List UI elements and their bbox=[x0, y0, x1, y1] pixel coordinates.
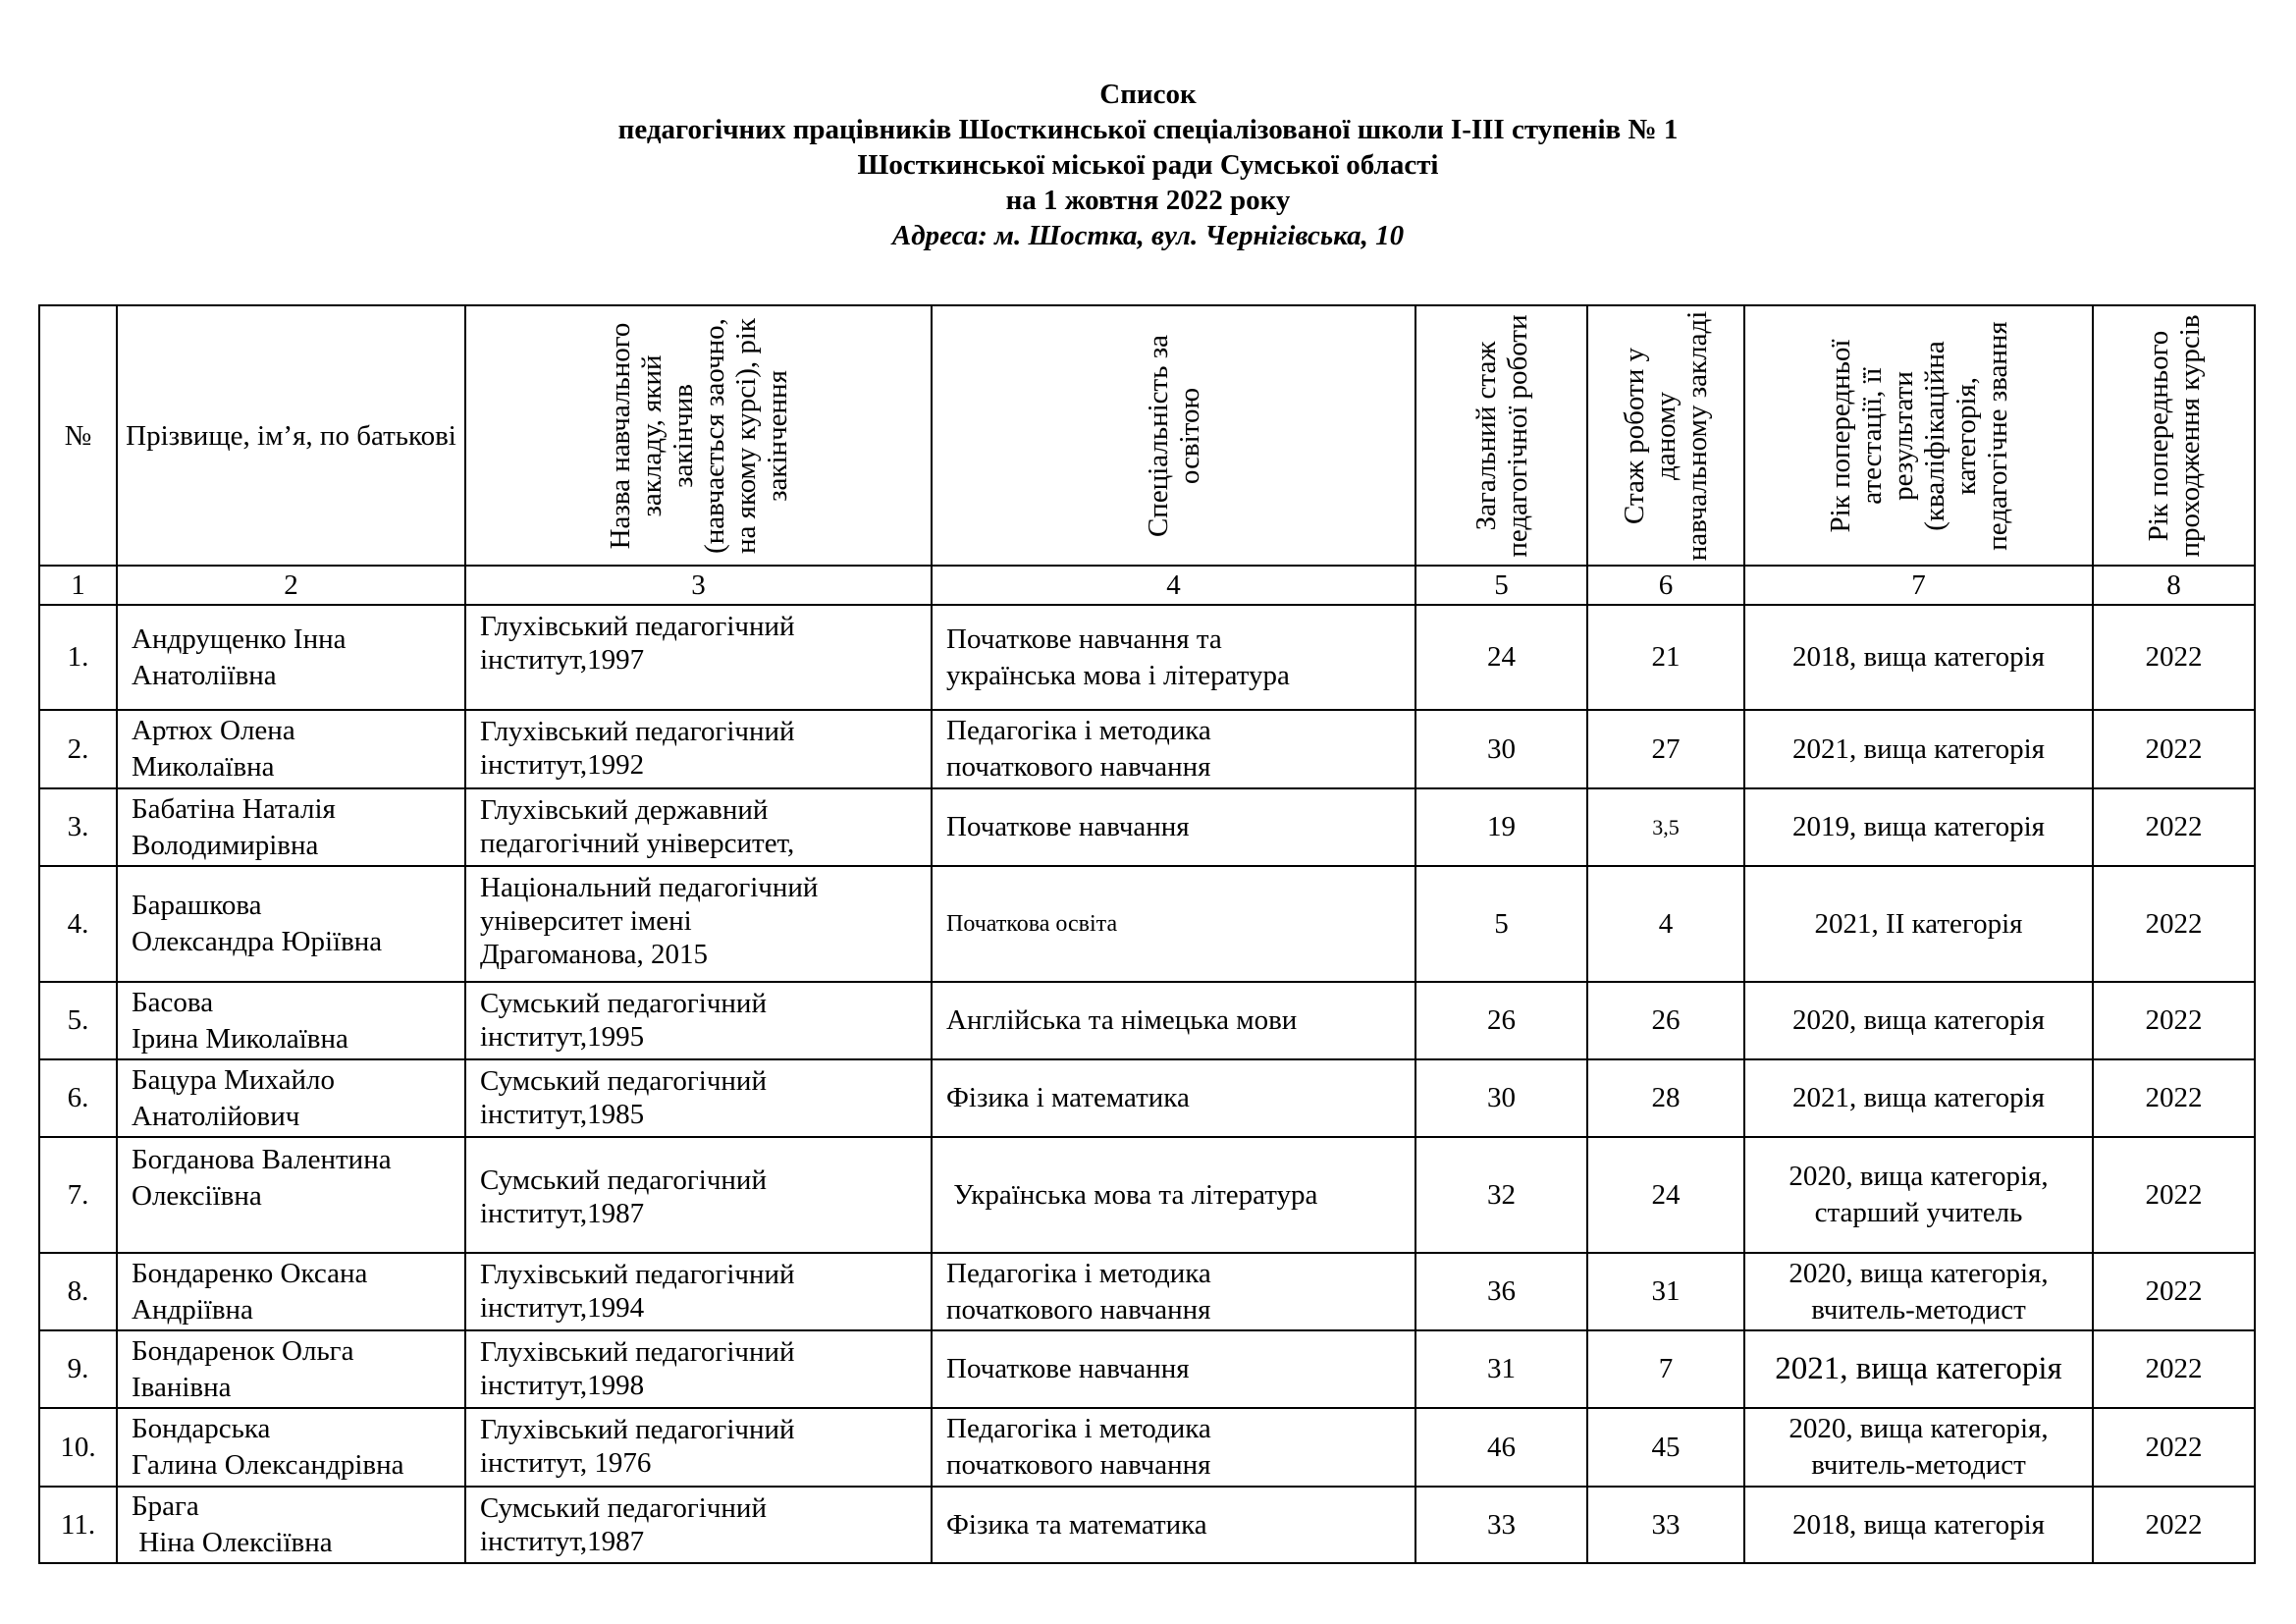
institution bbox=[465, 1408, 932, 1487]
teacher-name bbox=[117, 605, 465, 710]
institution-line: Глухівський педагогічний bbox=[480, 1259, 795, 1290]
courses-year: 2022 bbox=[2093, 982, 2255, 1059]
column-number: 7 bbox=[1744, 566, 2093, 605]
specialty-line: Педагогіка і методика bbox=[946, 1413, 1211, 1444]
table-row bbox=[39, 710, 2255, 788]
institution-line: Глухівський державний bbox=[480, 794, 769, 826]
institution bbox=[465, 605, 932, 710]
local-experience: 27 bbox=[1587, 710, 1744, 788]
local-experience: 4 bbox=[1587, 866, 1744, 982]
specialty-line: Початкове навчання bbox=[946, 1353, 1190, 1384]
total-experience: 24 bbox=[1415, 605, 1587, 710]
total-experience: 30 bbox=[1415, 1059, 1587, 1137]
name-line: Басова bbox=[132, 986, 214, 1018]
document-header bbox=[0, 77, 2296, 253]
table-row bbox=[39, 866, 2255, 982]
name-line: Галина Олександрівна bbox=[132, 1449, 404, 1481]
institution-line: Сумський педагогічний bbox=[480, 1492, 767, 1524]
column-header-attestation bbox=[1744, 305, 2093, 566]
attestation bbox=[1744, 1059, 2093, 1137]
row-number: 6. bbox=[39, 1059, 117, 1137]
attestation bbox=[1744, 788, 2093, 866]
specialty-line: Фізика та математика bbox=[946, 1508, 1207, 1541]
name-line: Артюх Олена bbox=[132, 715, 295, 746]
local-experience: 26 bbox=[1587, 982, 1744, 1059]
column-header-specialty bbox=[932, 305, 1415, 566]
institution-line: Сумський педагогічний bbox=[480, 988, 767, 1019]
column-header-institution-text: Назва навчального закладу, який закінчив (навчається заочно, на якому курсі), рік закінчення bbox=[604, 317, 793, 554]
name-line: Миколаївна bbox=[132, 751, 275, 783]
table-row bbox=[39, 1408, 2255, 1487]
specialty bbox=[932, 605, 1415, 710]
table-row bbox=[39, 982, 2255, 1059]
specialty-line: Початкове навчання bbox=[946, 811, 1190, 842]
teacher-name bbox=[117, 1059, 465, 1137]
total-experience: 46 bbox=[1415, 1408, 1587, 1487]
column-number: 2 bbox=[117, 566, 465, 605]
teacher-name bbox=[117, 1137, 465, 1253]
row-number: 10. bbox=[39, 1408, 117, 1487]
attestation-line: старший учитель bbox=[1814, 1197, 2023, 1228]
attestation bbox=[1744, 710, 2093, 788]
institution-line: інститут,1985 bbox=[480, 1099, 645, 1130]
staff-table bbox=[38, 304, 2256, 1564]
attestation-line: 2021, вища категорія bbox=[1791, 1082, 2046, 1113]
name-line: Брага bbox=[132, 1490, 199, 1522]
name-line: Андрущенко Інна bbox=[132, 623, 347, 655]
column-number-row bbox=[39, 566, 2255, 605]
attestation-line: 2020, вища категорія bbox=[1791, 1004, 2046, 1036]
row-number: 5. bbox=[39, 982, 117, 1059]
specialty-line: Педагогіка і методика bbox=[946, 1257, 1211, 1289]
institution bbox=[465, 1330, 932, 1408]
institution-line: університет імені bbox=[480, 905, 692, 937]
column-header-local-experience-text: Стаж роботи у даному навчальному закладі bbox=[1619, 310, 1713, 561]
name-line: Олексіївна bbox=[132, 1180, 262, 1212]
attestation-line: вчитель-методист bbox=[1811, 1449, 2026, 1481]
column-header-total-experience-text: Загальний стаж педагогічної роботи bbox=[1469, 313, 1533, 558]
courses-year: 2022 bbox=[2093, 788, 2255, 866]
column-number: 1 bbox=[39, 566, 117, 605]
attestation bbox=[1744, 982, 2093, 1059]
local-experience: 7 bbox=[1587, 1330, 1744, 1408]
column-header-courses-text: Рік попереднього проходження курсів bbox=[2142, 313, 2206, 558]
name-line: Володимирівна bbox=[132, 829, 319, 861]
institution-line: Національний педагогічний bbox=[480, 872, 819, 903]
specialty-line: Англійська та німецька мови bbox=[946, 1004, 1298, 1036]
document-subtitle-line-2: Шосткинської міської ради Сумської області bbox=[857, 149, 1439, 181]
attestation-line: 2021, ІІ категорія bbox=[1814, 907, 2023, 940]
row-number: 8. bbox=[39, 1253, 117, 1330]
institution-line: інститут,1995 bbox=[480, 1021, 645, 1053]
specialty-line: Початкове навчання та bbox=[946, 623, 1222, 655]
column-header-number: № bbox=[39, 305, 117, 566]
row-number: 9. bbox=[39, 1330, 117, 1408]
total-experience: 5 bbox=[1415, 866, 1587, 982]
local-experience: 21 bbox=[1587, 605, 1744, 710]
courses-year: 2022 bbox=[2093, 710, 2255, 788]
specialty bbox=[932, 1137, 1415, 1253]
column-header-institution bbox=[465, 305, 932, 566]
teacher-name bbox=[117, 710, 465, 788]
document-date: на 1 жовтня 2022 року bbox=[1005, 185, 1291, 216]
name-line: Бабатіна Наталія bbox=[132, 792, 336, 825]
column-header-courses bbox=[2093, 305, 2255, 566]
column-header-specialty-text: Спеціальність за освітою bbox=[1142, 334, 1205, 537]
row-number: 2. bbox=[39, 710, 117, 788]
local-experience: 45 bbox=[1587, 1408, 1744, 1487]
institution-line: інститут,1997 bbox=[480, 644, 645, 676]
institution bbox=[465, 710, 932, 788]
specialty bbox=[932, 710, 1415, 788]
institution-line: інститут,1998 bbox=[480, 1370, 645, 1401]
attestation bbox=[1744, 605, 2093, 710]
total-experience: 26 bbox=[1415, 982, 1587, 1059]
column-number: 6 bbox=[1587, 566, 1744, 605]
name-line: Олександра Юріївна bbox=[132, 926, 383, 957]
institution bbox=[465, 866, 932, 982]
local-experience: 24 bbox=[1587, 1137, 1744, 1253]
specialty bbox=[932, 1253, 1415, 1330]
total-experience: 32 bbox=[1415, 1137, 1587, 1253]
institution-line: інститут,1994 bbox=[480, 1292, 645, 1324]
institution-line: Глухівський педагогічний bbox=[480, 611, 795, 642]
attestation bbox=[1744, 1408, 2093, 1487]
specialty bbox=[932, 1059, 1415, 1137]
courses-year: 2022 bbox=[2093, 1059, 2255, 1137]
name-line: Ніна Олексіївна bbox=[132, 1527, 333, 1558]
name-line: Анатоліївна bbox=[132, 659, 277, 691]
total-experience: 30 bbox=[1415, 710, 1587, 788]
teacher-name bbox=[117, 866, 465, 982]
total-experience: 19 bbox=[1415, 788, 1587, 866]
teacher-name bbox=[117, 1487, 465, 1563]
courses-year: 2022 bbox=[2093, 1253, 2255, 1330]
name-line: Бондаренок Ольга bbox=[132, 1334, 354, 1367]
column-number: 5 bbox=[1415, 566, 1587, 605]
teacher-name bbox=[117, 788, 465, 866]
column-header-name: Прізвище, ім’я, по батькові bbox=[117, 305, 465, 566]
specialty-line: початкового навчання bbox=[946, 1293, 1211, 1326]
table-row bbox=[39, 1253, 2255, 1330]
institution-line: Глухівський педагогічний bbox=[480, 1414, 795, 1445]
specialty-line: початкового навчання bbox=[946, 751, 1211, 783]
specialty bbox=[932, 866, 1415, 982]
attestation bbox=[1744, 866, 2093, 982]
local-experience: 3,5 bbox=[1587, 788, 1744, 866]
row-number: 3. bbox=[39, 788, 117, 866]
name-line: Ірина Миколаївна bbox=[132, 1022, 348, 1055]
specialty-line: Фізика і математика bbox=[946, 1082, 1190, 1113]
institution-line: інститут,1992 bbox=[480, 749, 645, 781]
local-experience: 33 bbox=[1587, 1487, 1744, 1563]
name-line: Іванівна bbox=[132, 1371, 232, 1403]
institution-line: інститут,1987 bbox=[480, 1198, 645, 1229]
attestation-line: 2020, вища категорія, bbox=[1789, 1161, 2049, 1192]
column-number: 8 bbox=[2093, 566, 2255, 605]
attestation bbox=[1744, 1253, 2093, 1330]
name-line: Бондаренко Оксана bbox=[132, 1257, 368, 1289]
teacher-name bbox=[117, 1330, 465, 1408]
document-title: Список bbox=[1099, 79, 1197, 110]
table-row bbox=[39, 1137, 2255, 1253]
total-experience: 31 bbox=[1415, 1330, 1587, 1408]
attestation-line: вчитель-методист bbox=[1811, 1293, 2026, 1326]
institution-line: Драгоманова, 2015 bbox=[480, 939, 708, 970]
column-header-local-experience bbox=[1587, 305, 1744, 566]
courses-year: 2022 bbox=[2093, 1330, 2255, 1408]
institution-line: Глухівський педагогічний bbox=[480, 716, 795, 747]
row-number: 11. bbox=[39, 1487, 117, 1563]
courses-year: 2022 bbox=[2093, 1137, 2255, 1253]
courses-year: 2022 bbox=[2093, 1487, 2255, 1563]
teacher-name bbox=[117, 982, 465, 1059]
institution-line: Сумський педагогічний bbox=[480, 1164, 767, 1196]
specialty-line: Українська мова та література bbox=[946, 1178, 1318, 1211]
column-header-attestation-text: Рік попередньої атестації, її результати (кваліфікаційна категорія, педагогічне звання bbox=[1824, 320, 2013, 551]
attestation bbox=[1744, 1330, 2093, 1408]
column-header-total-experience bbox=[1415, 305, 1587, 566]
column-number: 4 bbox=[932, 566, 1415, 605]
specialty-line: українська мова і література bbox=[946, 659, 1290, 691]
specialty bbox=[932, 788, 1415, 866]
row-number: 7. bbox=[39, 1137, 117, 1253]
teacher-name bbox=[117, 1408, 465, 1487]
table-header-row bbox=[39, 305, 2255, 566]
institution bbox=[465, 1059, 932, 1137]
total-experience: 33 bbox=[1415, 1487, 1587, 1563]
specialty-line: Педагогіка і методика bbox=[946, 715, 1211, 746]
institution-line: Глухівський педагогічний bbox=[480, 1336, 795, 1368]
table-row bbox=[39, 1059, 2255, 1137]
institution bbox=[465, 1253, 932, 1330]
local-experience: 28 bbox=[1587, 1059, 1744, 1137]
specialty-line: початкового навчання bbox=[946, 1449, 1211, 1481]
attestation-line: 2020, вища категорія, bbox=[1789, 1257, 2049, 1289]
teacher-name bbox=[117, 1253, 465, 1330]
institution-line: Сумський педагогічний bbox=[480, 1065, 767, 1097]
institution bbox=[465, 1487, 932, 1563]
row-number: 4. bbox=[39, 866, 117, 982]
column-number: 3 bbox=[465, 566, 932, 605]
courses-year: 2022 bbox=[2093, 605, 2255, 710]
specialty bbox=[932, 1330, 1415, 1408]
institution-line: інститут,1987 bbox=[480, 1526, 645, 1557]
specialty bbox=[932, 1487, 1415, 1563]
table-row bbox=[39, 605, 2255, 710]
name-line: Богданова Валентина bbox=[132, 1144, 392, 1175]
institution bbox=[465, 788, 932, 866]
attestation bbox=[1744, 1487, 2093, 1563]
attestation-line: 2019, вища категорія bbox=[1791, 811, 2046, 842]
courses-year: 2022 bbox=[2093, 1408, 2255, 1487]
institution-line: педагогічний університет, bbox=[480, 828, 795, 859]
attestation-line: 2021, вища категорія bbox=[1775, 1351, 2062, 1386]
courses-year: 2022 bbox=[2093, 866, 2255, 982]
specialty bbox=[932, 982, 1415, 1059]
table-row bbox=[39, 1330, 2255, 1408]
row-number: 1. bbox=[39, 605, 117, 710]
name-line: Барашкова bbox=[132, 890, 262, 921]
attestation-line: 2018, вища категорія bbox=[1791, 1508, 2046, 1541]
name-line: Бацура Михайло bbox=[132, 1063, 335, 1096]
specialty bbox=[932, 1408, 1415, 1487]
name-line: Анатолійович bbox=[132, 1100, 300, 1132]
attestation-line: 2018, вища категорія bbox=[1791, 641, 2046, 673]
institution bbox=[465, 982, 932, 1059]
name-line: Бондарська bbox=[132, 1413, 271, 1444]
attestation-line: 2021, вища категорія bbox=[1791, 732, 2046, 765]
specialty-line: Початкова освіта bbox=[946, 910, 1118, 937]
attestation bbox=[1744, 1137, 2093, 1253]
name-line: Андріївна bbox=[132, 1293, 253, 1326]
attestation-line: 2020, вища категорія, bbox=[1789, 1413, 2049, 1444]
table-row bbox=[39, 1487, 2255, 1563]
local-experience: 31 bbox=[1587, 1253, 1744, 1330]
document-subtitle-line-1: педагогічних працівників Шосткинської спеціалізованої школи І-ІІІ ступенів № 1 bbox=[617, 114, 1679, 145]
document-address: Адреса: м. Шостка, вул. Чернігівська, 10 bbox=[891, 220, 1405, 251]
institution bbox=[465, 1137, 932, 1253]
table-row bbox=[39, 788, 2255, 866]
institution-line: інститут, 1976 bbox=[480, 1447, 652, 1479]
total-experience: 36 bbox=[1415, 1253, 1587, 1330]
